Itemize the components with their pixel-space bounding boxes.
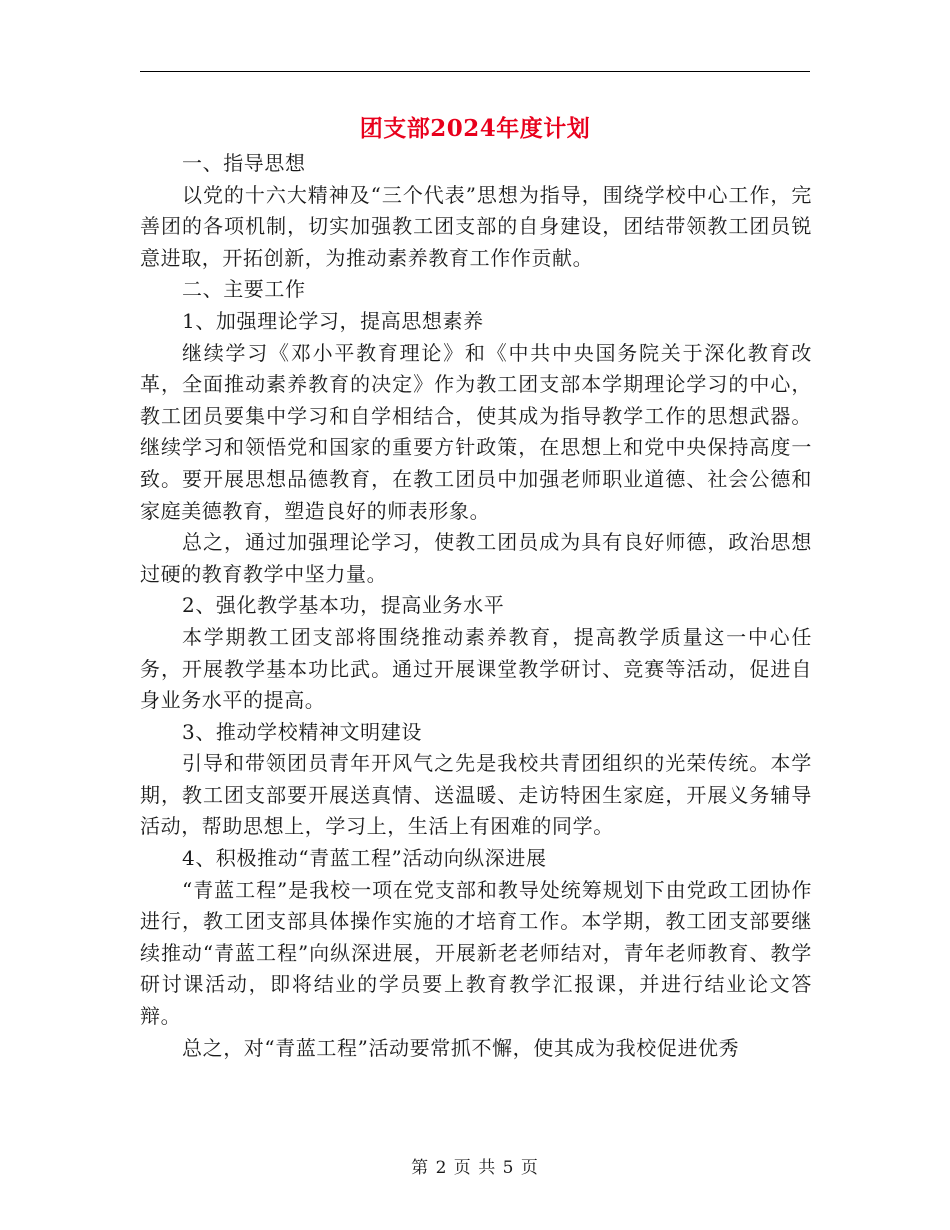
page-number-footer: 第 2 页 共 5 页 [411, 1158, 539, 1178]
paragraph: “青蓝工程”是我校一项在党支部和教导处统筹规划下由党政工团协作进行，教工团支部具体操作实施的才培育工作。本学期，教工团支部要继续推动“青蓝工程”向纵深进展，开展新老老师结对，青年老师教育、教学研讨课活动，即将结业的学员要上教育教学汇报课，并进行结业论文答辩。 [140, 877, 812, 1029]
subheading-qinglan-project: 4、积极推动“青蓝工程”活动向纵深进展 [182, 846, 547, 871]
paragraph: 本学期教工团支部将围绕推动素养教育，提高教学质量这一中心任务，开展教学基本功比武。通过开展课堂教学研讨、竞赛等活动，促进自身业务水平的提高。 [140, 624, 812, 713]
paragraph: 引导和带领团员青年开风气之先是我校共青团组织的光荣传统。本学期，教工团支部要开展送真情、送温暖、走访特困生家庭，开展义务辅导活动，帮助思想上，学习上，生活上有困难的同学。 [140, 751, 812, 839]
subheading-theory-study: 1、加强理论学习，提高思想素养 [182, 308, 484, 333]
subheading-civilization-building: 3、推动学校精神文明建设 [182, 719, 422, 744]
document-body [140, 148, 812, 1064]
section-heading-guiding-ideology: 一、指导思想 [182, 151, 306, 175]
paragraph: 总之，对“青蓝工程”活动要常抓不懈，使其成为我校促进优秀 [182, 1035, 740, 1060]
document-title: 团支部2024年度计划 [359, 115, 591, 142]
section-heading-main-work: 二、主要工作 [182, 277, 306, 302]
subheading-teaching-skills: 2、强化教学基本功，提高业务水平 [182, 593, 505, 618]
paragraph: 总之，通过加强理论学习，使教工团员成为具有良好师德，政治思想过硬的教育教学中坚力量。 [140, 530, 812, 586]
header-rule [140, 71, 810, 72]
paragraph: 继续学习《邓小平教育理论》和《中共中央国务院关于深化教育改革，全面推动素养教育的决定》作为教工团支部本学期理论学习的中心，教工团员要集中学习和自学相结合，使其成为指导教学工作的思想武器。继续学习和领悟党和国家的重要方针政策，在思想上和党中央保持高度一致。要开展思想品德教育，在教工团员中加强老师职业道德、社会公德和家庭美德教育，塑造良好的师表形象。 [140, 340, 812, 523]
paragraph: 以党的十六大精神及“三个代表”思想为指导，围绕学校中心工作，完善团的各项机制，切实加强教工团支部的自身建设，团结带领教工团员锐意进取，开拓创新，为推动素养教育工作作贡献。 [140, 182, 812, 270]
